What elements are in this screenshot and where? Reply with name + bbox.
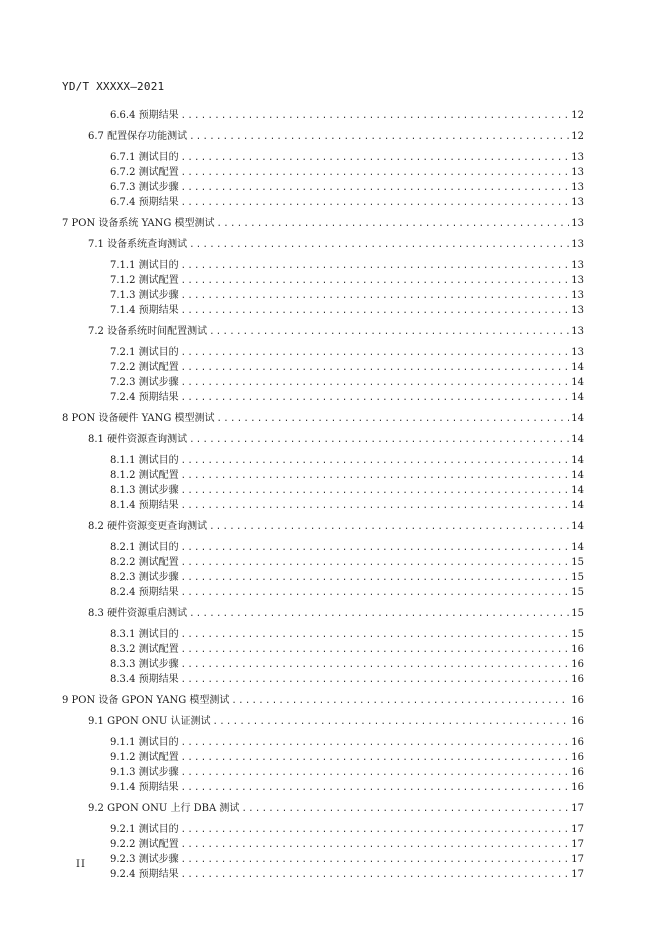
toc-entry-label: 9 PON 设备 GPON YANG 模型测试: [62, 695, 230, 706]
toc-entry-page: 14: [571, 413, 584, 424]
toc-entry-label: 8.3.1 测试目的: [110, 629, 179, 640]
toc-entry-label: 7.1.1 测试目的: [110, 260, 179, 271]
toc-entry-label: 7 PON 设备系统 YANG 模型测试: [62, 218, 215, 229]
toc-entry-page: 14: [571, 500, 584, 511]
toc-leader-dots: [181, 752, 570, 764]
toc-entry-page: 17: [571, 824, 584, 835]
toc-entry-page: 17: [571, 854, 584, 865]
toc-leader-dots: [181, 782, 570, 794]
toc-entry-label: 7.1.4 预期结果: [110, 305, 179, 316]
toc-leader-dots: [189, 131, 569, 143]
toc-leader-dots: [181, 839, 570, 851]
toc-entry-label: 6.7 配置保存功能测试: [88, 131, 188, 142]
toc-leader-dots: [181, 629, 570, 641]
toc-entry[interactable]: [110, 197, 584, 209]
toc-entry[interactable]: [110, 152, 584, 164]
toc-entry-page: 14: [571, 455, 584, 466]
toc-entry-label: 9.2 GPON ONU 上行 DBA 测试: [88, 803, 240, 814]
toc-entry-page: 16: [571, 716, 584, 727]
toc-leader-dots: [212, 716, 569, 728]
toc-entry-page: 13: [571, 152, 584, 163]
toc-entry[interactable]: [110, 644, 584, 656]
toc-leader-dots: [181, 197, 570, 209]
toc-leader-dots: [181, 470, 570, 482]
toc-entry-label: 8.2.3 测试步骤: [110, 572, 179, 583]
toc-entry[interactable]: [110, 782, 584, 794]
toc-entry-label: 9.1.4 预期结果: [110, 782, 179, 793]
toc-entry-label: 8.1.3 测试步骤: [110, 485, 179, 496]
toc-leader-dots: [181, 587, 570, 599]
toc-entry-page: 13: [571, 290, 584, 301]
toc-leader-dots: [181, 674, 570, 686]
toc-entry-label: 9.1.1 测试目的: [110, 737, 179, 748]
toc-entry-page: 13: [571, 218, 584, 229]
toc-entry-page: 14: [571, 362, 584, 373]
toc-entry[interactable]: [88, 131, 584, 143]
toc-entry-page: 16: [571, 659, 584, 670]
toc-entry-page: 13: [571, 167, 584, 178]
toc-entry-page: 13: [571, 197, 584, 208]
toc-entry[interactable]: [110, 392, 584, 404]
page-number: II: [76, 859, 86, 870]
toc-leader-dots: [217, 218, 570, 230]
toc-entry-page: 17: [571, 803, 584, 814]
toc-entry-label: 8.2.1 测试目的: [110, 542, 179, 553]
toc-entry-page: 15: [571, 572, 584, 583]
toc-leader-dots: [181, 500, 570, 512]
toc-entry-label: 8.3.3 测试步骤: [110, 659, 179, 670]
toc-entry[interactable]: [62, 413, 584, 425]
toc-entry-page: 15: [571, 557, 584, 568]
toc-leader-dots: [189, 608, 569, 620]
toc-entry-label: 9.1 GPON ONU 认证测试: [88, 716, 211, 727]
toc-leader-dots: [181, 737, 570, 749]
toc-entry-page: 14: [571, 434, 584, 445]
toc-entry[interactable]: [110, 659, 584, 671]
toc-entry-page: 13: [571, 305, 584, 316]
toc-entry-label: 6.7.2 测试配置: [110, 167, 179, 178]
toc-entry[interactable]: [110, 275, 584, 287]
toc-entry-label: 7.2.2 测试配置: [110, 362, 179, 373]
toc-entry[interactable]: [110, 455, 584, 467]
toc-entry[interactable]: [110, 767, 584, 779]
toc-leader-dots: [189, 239, 569, 251]
toc-entry-page: 13: [571, 182, 584, 193]
toc-entry-page: 17: [571, 839, 584, 850]
toc-leader-dots: [209, 326, 569, 338]
toc-entry[interactable]: [110, 182, 584, 194]
toc-leader-dots: [181, 110, 570, 122]
toc-entry[interactable]: [110, 839, 584, 851]
document-id: YD/T XXXXX—2021: [62, 80, 165, 93]
toc-entry[interactable]: [88, 716, 584, 728]
toc-entry-page: 16: [571, 767, 584, 778]
toc-entry-label: 8 PON 设备硬件 YANG 模型测试: [62, 413, 215, 424]
toc-leader-dots: [181, 767, 570, 779]
toc-entry-label: 6.6.4 预期结果: [110, 110, 179, 121]
toc-entry-page: 14: [571, 485, 584, 496]
toc-entry-label: 8.3 硬件资源重启测试: [88, 608, 188, 619]
toc-entry[interactable]: [110, 305, 584, 317]
toc-entry[interactable]: [110, 500, 584, 512]
toc-leader-dots: [181, 572, 570, 584]
toc-entry[interactable]: [110, 587, 584, 599]
toc-entry[interactable]: [110, 347, 584, 359]
toc-entry-label: 6.7.4 预期结果: [110, 197, 179, 208]
toc-entry-label: 6.7.3 测试步骤: [110, 182, 179, 193]
toc-entry-page: 14: [571, 521, 584, 532]
toc-entry[interactable]: [62, 695, 584, 707]
toc-leader-dots: [181, 260, 570, 272]
toc-entry-label: 8.2.2 测试配置: [110, 557, 179, 568]
toc-leader-dots: [181, 869, 570, 881]
toc-entry[interactable]: [110, 629, 584, 641]
toc-entry-page: 14: [571, 392, 584, 403]
toc-entry-label: 8.3.4 预期结果: [110, 674, 179, 685]
toc-leader-dots: [181, 347, 570, 359]
toc-entry[interactable]: [110, 110, 584, 122]
toc-entry-label: 8.1.4 预期结果: [110, 500, 179, 511]
toc-leader-dots: [217, 413, 570, 425]
toc-entry-page: 13: [571, 260, 584, 271]
toc-entry-label: 8.2.4 预期结果: [110, 587, 179, 598]
toc-entry-label: 7.2.4 预期结果: [110, 392, 179, 403]
toc-entry-page: 16: [571, 752, 584, 763]
toc-entry-label: 9.2.1 测试目的: [110, 824, 179, 835]
toc-leader-dots: [231, 695, 569, 707]
toc-leader-dots: [181, 152, 570, 164]
toc-entry-label: 7.2 设备系统时间配置测试: [88, 326, 208, 337]
toc-entry[interactable]: [110, 362, 584, 374]
toc-entry-page: 15: [571, 629, 584, 640]
toc-entry[interactable]: [110, 260, 584, 272]
toc-entry-page: 16: [571, 737, 584, 748]
toc-entry[interactable]: [110, 470, 584, 482]
toc-entry[interactable]: [110, 167, 584, 179]
toc-entry[interactable]: [110, 485, 584, 497]
toc-entry-label: 9.1.2 测试配置: [110, 752, 179, 763]
toc-entry[interactable]: [110, 824, 584, 836]
toc-entry-page: 13: [571, 239, 584, 250]
toc-entry[interactable]: [110, 572, 584, 584]
toc-leader-dots: [181, 392, 570, 404]
toc-entry[interactable]: [88, 521, 584, 533]
toc-entry-label: 8.1.1 测试目的: [110, 455, 179, 466]
toc-entry-label: 7.2.1 测试目的: [110, 347, 179, 358]
toc-entry[interactable]: [88, 803, 584, 815]
toc-leader-dots: [241, 803, 569, 815]
toc-entry-label: 8.2 硬件资源变更查询测试: [88, 521, 208, 532]
toc-entry-page: 13: [571, 326, 584, 337]
toc-entry-label: 8.1 硬件资源查询测试: [88, 434, 188, 445]
toc-leader-dots: [181, 557, 570, 569]
toc-leader-dots: [209, 521, 569, 533]
toc-entry[interactable]: [110, 869, 584, 881]
toc-entry[interactable]: [110, 674, 584, 686]
toc-leader-dots: [189, 434, 569, 446]
toc-leader-dots: [181, 542, 570, 554]
toc-entry[interactable]: [88, 608, 584, 620]
toc-entry-label: 9.2.4 预期结果: [110, 869, 179, 880]
toc-entry[interactable]: [110, 854, 584, 866]
toc-entry[interactable]: [110, 752, 584, 764]
toc-leader-dots: [181, 275, 570, 287]
toc-entry[interactable]: [110, 557, 584, 569]
toc-entry-label: 8.1.2 测试配置: [110, 470, 179, 481]
toc-leader-dots: [181, 167, 570, 179]
toc-leader-dots: [181, 377, 570, 389]
toc-entry[interactable]: [110, 542, 584, 554]
toc-entry-label: 7.1.3 测试步骤: [110, 290, 179, 301]
toc-entry-page: 16: [571, 674, 584, 685]
toc-leader-dots: [181, 485, 570, 497]
toc-leader-dots: [181, 854, 570, 866]
toc-entry-label: 9.2.2 测试配置: [110, 839, 179, 850]
toc-entry-label: 8.3.2 测试配置: [110, 644, 179, 655]
toc-entry-label: 7.1.2 测试配置: [110, 275, 179, 286]
toc-leader-dots: [181, 824, 570, 836]
toc-leader-dots: [181, 455, 570, 467]
toc-entry-page: 14: [571, 542, 584, 553]
toc-entry-label: 7.2.3 测试步骤: [110, 377, 179, 388]
toc-entry-page: 16: [571, 782, 584, 793]
toc-entry-label: 9.1.3 测试步骤: [110, 767, 179, 778]
toc-entry-page: 12: [571, 110, 584, 121]
toc-entry-label: 7.1 设备系统查询测试: [88, 239, 188, 250]
toc-entry-page: 15: [571, 608, 584, 619]
toc-entry[interactable]: [88, 434, 584, 446]
toc-entry-page: 17: [571, 869, 584, 880]
toc-entry[interactable]: [62, 218, 584, 230]
toc-entry[interactable]: [110, 290, 584, 302]
toc-leader-dots: [181, 362, 570, 374]
toc-entry-page: 13: [571, 275, 584, 286]
toc-leader-dots: [181, 644, 570, 656]
toc-entry[interactable]: [88, 326, 584, 338]
toc-entry-label: 9.2.3 测试步骤: [110, 854, 179, 865]
toc-entry-page: 14: [571, 377, 584, 388]
toc-leader-dots: [181, 659, 570, 671]
toc-leader-dots: [181, 305, 570, 317]
toc-entry[interactable]: [88, 239, 584, 251]
toc-entry-page: 14: [571, 470, 584, 481]
toc-entry-label: 6.7.1 测试目的: [110, 152, 179, 163]
toc-entry-page: 15: [571, 587, 584, 598]
toc-entry[interactable]: [110, 737, 584, 749]
toc-entry-page: 12: [571, 131, 584, 142]
toc-entry-page: 16: [571, 644, 584, 655]
toc-entry-page: 16: [571, 695, 584, 706]
toc-entry[interactable]: [110, 377, 584, 389]
toc-entry-page: 13: [571, 347, 584, 358]
toc-leader-dots: [181, 182, 570, 194]
toc-leader-dots: [181, 290, 570, 302]
